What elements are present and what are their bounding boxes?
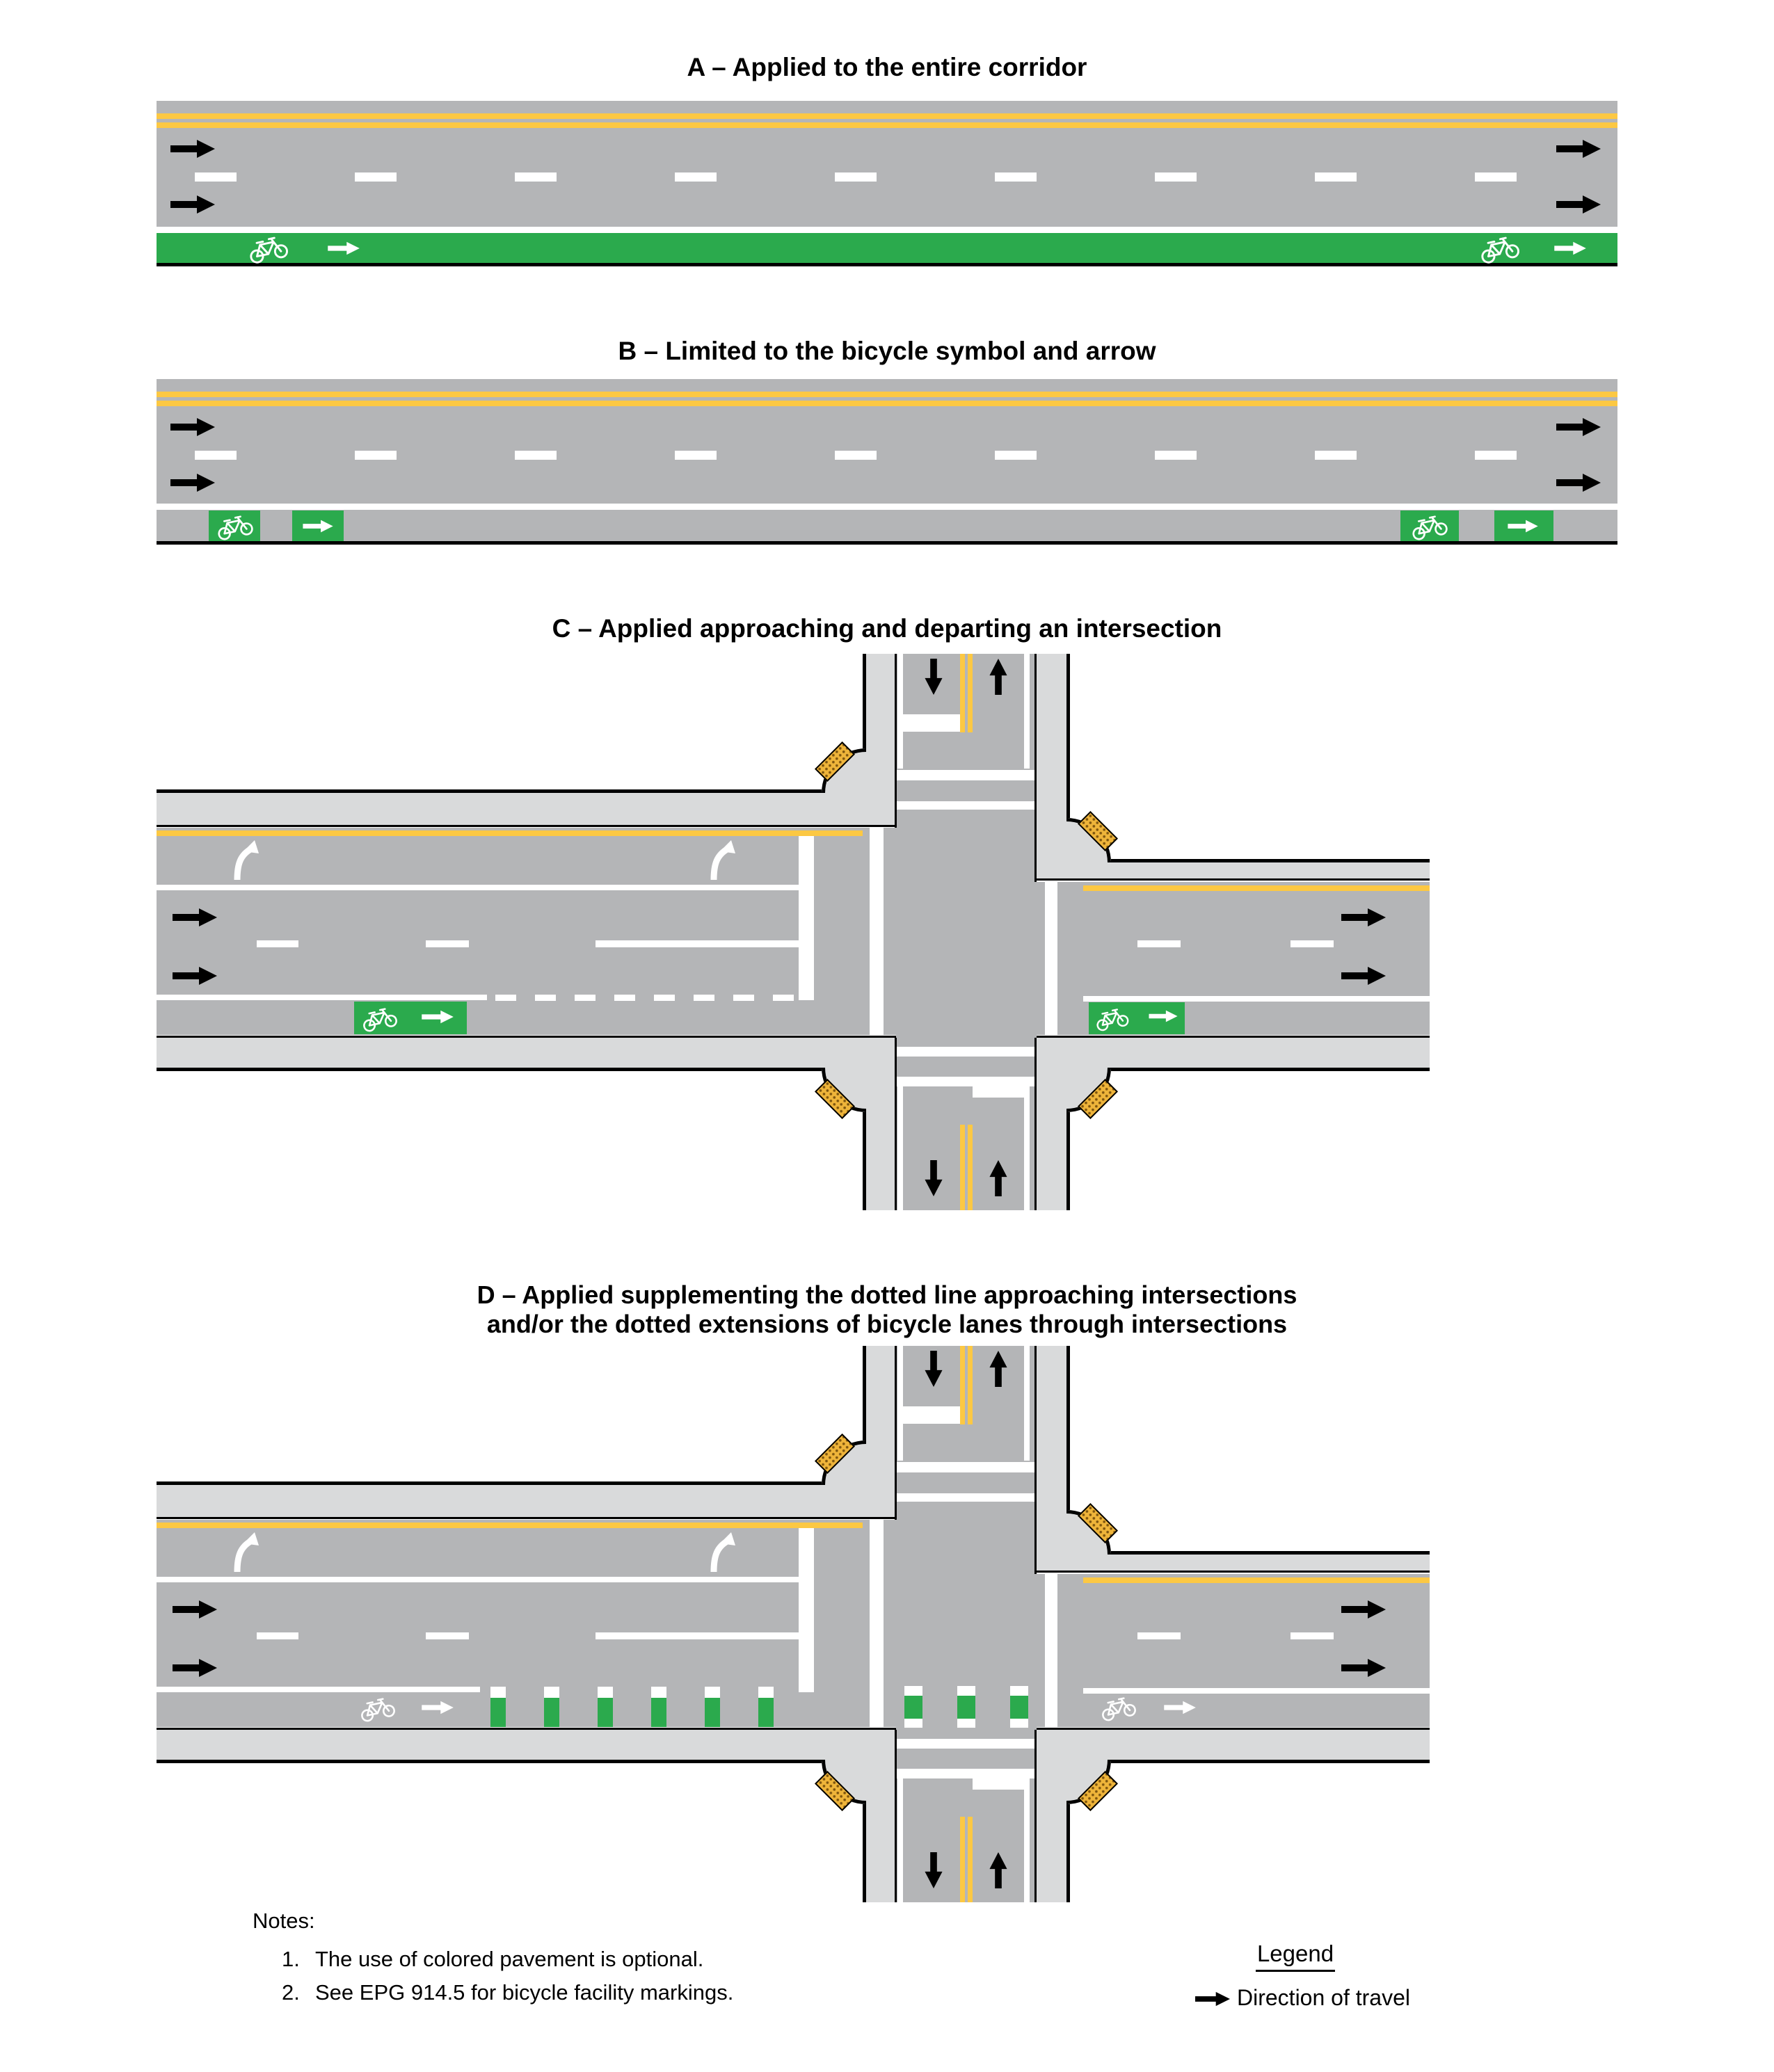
note-item-1 <box>282 1947 703 1972</box>
lane-arrow-icon <box>1341 908 1386 927</box>
sidewalk <box>157 1038 896 1068</box>
bike-lane-dotted-dash <box>598 1687 613 1698</box>
bike-lane-dotted-dash <box>904 1686 922 1696</box>
edge-line <box>897 1346 903 1461</box>
sidewalk <box>1037 1346 1066 1573</box>
curb-line <box>1034 1730 1037 1902</box>
curb-line <box>1034 654 1037 882</box>
legend-direction-label: Direction of travel <box>1237 1985 1410 2010</box>
lane-line-dash <box>195 451 237 460</box>
lane-arrow-down-icon <box>925 1351 943 1387</box>
stop-bar <box>903 1406 960 1424</box>
curb-line <box>157 1517 896 1519</box>
panel-c-title: C – Applied approaching and departing an intersection <box>552 614 1222 643</box>
lane-line-dash <box>995 172 1037 182</box>
bike-lane-dotted-dash <box>490 1687 506 1698</box>
curb-line <box>157 789 822 793</box>
curb-line <box>863 1804 866 1902</box>
bike-lane-dotted-dash <box>705 1687 720 1698</box>
bike-lane-dotted-dash <box>651 1687 666 1698</box>
main-street-pavement <box>157 1520 897 1727</box>
lane-arrow-icon <box>173 1600 217 1619</box>
lane-arrow-icon <box>1556 473 1601 492</box>
bike-lane-arrow-icon <box>1162 1701 1198 1714</box>
center-line <box>968 1817 973 1902</box>
bike-lane-line <box>157 1687 480 1692</box>
sidewalk <box>1037 1730 1066 1902</box>
lane-line-dash <box>1290 940 1334 947</box>
center-line <box>157 392 1617 397</box>
curb-line <box>895 1038 897 1210</box>
lane-line-dash <box>195 172 237 182</box>
bike-lane-arrow-icon <box>298 520 338 533</box>
crosswalk-line <box>896 770 1037 780</box>
curb-line <box>895 1346 897 1520</box>
road-edge <box>157 541 1617 545</box>
lane-line-dash <box>1155 451 1197 460</box>
lane-arrow-icon <box>1556 139 1601 159</box>
curb-line <box>157 1481 822 1485</box>
main-street-pavement <box>1037 1574 1430 1727</box>
lane-line-dash <box>1290 1632 1334 1639</box>
bike-lane-dotted-dash <box>495 995 516 1001</box>
lane-arrow-up-icon <box>989 1351 1007 1387</box>
center-line <box>960 1346 965 1424</box>
green-dash <box>651 1698 666 1727</box>
bike-lane-arrow-icon <box>1146 1010 1180 1022</box>
note-2-text: See EPG 914.5 for bicycle facility markings. <box>315 1980 734 2005</box>
curb-line <box>1066 654 1070 818</box>
bike-lane-dotted-dash <box>694 995 714 1001</box>
lane-line-dash <box>675 451 717 460</box>
sidewalk <box>1037 1038 1066 1210</box>
bike-lane-dotted-dash <box>904 1719 922 1728</box>
lane-arrow-icon <box>170 195 215 214</box>
bike-lane-line <box>1083 996 1430 1002</box>
center-line <box>157 113 1617 119</box>
lane-arrow-icon <box>1341 1658 1386 1678</box>
bike-lane-green <box>157 233 1617 263</box>
lane-line-dash <box>515 172 557 182</box>
lane-arrow-icon <box>1341 1600 1386 1619</box>
turn-arrow-icon <box>230 840 263 880</box>
panel-d-title <box>0 1280 1774 1339</box>
lane-arrow-up-icon <box>989 1160 1007 1196</box>
lane-line-dash <box>675 172 717 182</box>
lane-line-dash <box>835 451 877 460</box>
curb-line <box>1111 859 1430 862</box>
lane-line <box>596 940 800 947</box>
lane-arrow-icon <box>173 1658 217 1678</box>
bike-lane-dotted-dash <box>773 995 794 1001</box>
bike-lane-arrow-icon <box>1503 520 1543 533</box>
stop-bar <box>903 714 960 732</box>
stop-bar <box>799 1528 814 1692</box>
center-line <box>1083 1577 1430 1583</box>
curb-line <box>1066 1112 1070 1210</box>
lane-line-dash <box>835 172 877 182</box>
lane-line-dash <box>1137 1632 1181 1639</box>
center-line <box>960 1817 965 1902</box>
curb-line <box>1034 1346 1037 1574</box>
curb-line <box>1066 1804 1070 1902</box>
bike-lane-dotted-dash <box>535 995 556 1001</box>
bike-lane-arrow-icon <box>419 1010 456 1024</box>
lane-arrow-down-icon <box>925 1160 943 1196</box>
green-dash <box>957 1696 975 1719</box>
notes-heading: Notes: <box>253 1909 315 1933</box>
center-line <box>157 401 1617 406</box>
curb-line <box>1034 1038 1037 1210</box>
edge-line <box>897 1086 903 1210</box>
curb-line <box>863 1346 866 1440</box>
lane-arrow-icon <box>170 139 215 159</box>
lane-line <box>157 885 800 890</box>
curb-line <box>157 1760 822 1763</box>
crosswalk-line <box>870 1520 884 1727</box>
bike-lane-dotted-dash <box>575 995 596 1001</box>
crosswalk-line <box>896 1077 1037 1086</box>
curb-line <box>1066 1346 1070 1510</box>
bike-lane-dotted-dash <box>957 1719 975 1728</box>
bike-lane-line <box>157 227 1617 233</box>
lane-arrow-up-icon <box>989 659 1007 695</box>
lane-line <box>157 1577 800 1582</box>
sidewalk <box>157 1485 896 1518</box>
curb-line <box>895 654 897 828</box>
center-line <box>960 654 965 732</box>
lane-arrow-up-icon <box>989 1852 1007 1888</box>
crosswalk-line <box>1045 1574 1057 1727</box>
sidewalk <box>1037 1038 1430 1068</box>
lane-line-dash <box>515 451 557 460</box>
sidewalk <box>866 654 896 826</box>
lane-line-dash <box>355 172 397 182</box>
curb-line <box>1037 1728 1430 1730</box>
bike-lane-dotted-dash <box>1010 1719 1028 1728</box>
cross-street-pavement <box>896 654 1037 1210</box>
curb-line <box>1111 1068 1430 1071</box>
curb-line <box>863 654 866 748</box>
edge-line <box>897 654 903 769</box>
curb-line <box>1111 1760 1430 1763</box>
crosswalk-line <box>896 801 1037 810</box>
stop-bar <box>799 836 814 1000</box>
crosswalk-line <box>870 828 884 1035</box>
lane-arrow-down-icon <box>925 659 943 695</box>
bike-lane-dotted-dash <box>758 1687 774 1698</box>
green-dash <box>904 1696 922 1719</box>
sidewalk <box>866 1346 896 1518</box>
panel-a-title: A – Applied to the entire corridor <box>687 53 1087 81</box>
edge-line <box>1024 654 1030 769</box>
green-dash <box>598 1698 613 1727</box>
road-edge <box>157 263 1617 266</box>
center-line <box>968 1346 973 1424</box>
lane-arrow-icon <box>1556 417 1601 437</box>
bike-lane-dotted-dash <box>544 1687 559 1698</box>
lane-line <box>596 1632 800 1639</box>
turn-arrow-icon <box>706 840 740 880</box>
bike-lane-dotted-dash <box>1010 1686 1028 1696</box>
edge-line <box>1024 1086 1030 1210</box>
sidewalk <box>157 1730 896 1760</box>
edge-line <box>1024 1778 1030 1902</box>
curb-line <box>1037 878 1430 881</box>
curb-line <box>863 1112 866 1210</box>
lane-arrow-icon <box>1341 966 1386 986</box>
center-line <box>157 1523 863 1528</box>
turn-arrow-icon <box>230 1532 263 1572</box>
panel-b-title: B – Limited to the bicycle symbol and arrow <box>618 337 1156 365</box>
center-line <box>968 654 973 732</box>
lane-line-dash <box>1315 451 1357 460</box>
center-line <box>157 830 863 836</box>
crosswalk-line <box>896 1047 1037 1057</box>
center-line <box>968 1125 973 1210</box>
edge-line <box>1024 1346 1030 1461</box>
crosswalk-line <box>896 1769 1037 1778</box>
direction-of-travel-arrow-icon <box>1195 1991 1230 2007</box>
bike-lane-dotted-dash <box>614 995 635 1001</box>
lane-line-dash <box>257 940 298 947</box>
bike-lane-arrow-icon <box>323 241 364 255</box>
panel-d-title-line2: and/or the dotted extensions of bicycle lanes through intersections <box>486 1309 1288 1338</box>
green-dash <box>544 1698 559 1727</box>
cross-street-pavement <box>896 1346 1037 1902</box>
crosswalk-line <box>896 1462 1037 1472</box>
curb-line <box>157 1068 822 1071</box>
curb-line <box>157 1036 896 1038</box>
bike-lane-arrow-icon <box>419 1701 456 1714</box>
sidewalk <box>1037 1730 1430 1760</box>
lane-arrow-icon <box>1556 195 1601 214</box>
center-line <box>960 1125 965 1210</box>
lane-arrow-icon <box>173 966 217 986</box>
lane-line-dash <box>995 451 1037 460</box>
bike-lane-arrow-icon <box>1550 241 1590 255</box>
lane-arrow-icon <box>170 417 215 437</box>
crosswalk-line <box>1045 882 1057 1035</box>
lane-line-dash <box>426 940 469 947</box>
crosswalk-line <box>896 1739 1037 1749</box>
lane-line-dash <box>1137 940 1181 947</box>
note-2-number: 2. <box>282 1980 300 2005</box>
curb-line <box>157 825 896 827</box>
curb-line <box>157 1728 896 1730</box>
bike-lane-dotted-dash <box>654 995 675 1001</box>
main-street-pavement <box>157 828 897 1035</box>
panel-d-title-line1: D – Applied supplementing the dotted line approaching intersections <box>477 1280 1297 1309</box>
edge-line <box>897 1778 903 1902</box>
lane-line-dash <box>1155 172 1197 182</box>
lane-arrow-down-icon <box>925 1852 943 1888</box>
note-item-2 <box>282 1980 733 2005</box>
lane-line-dash <box>355 451 397 460</box>
center-line <box>157 122 1617 128</box>
curb-line <box>1111 1551 1430 1555</box>
green-dash <box>705 1698 720 1727</box>
green-dash <box>1010 1696 1028 1719</box>
lane-line-dash <box>426 1632 469 1639</box>
bike-lane-dotted-dash <box>957 1686 975 1696</box>
center-line <box>1083 885 1430 891</box>
legend-heading: Legend <box>1240 1941 1351 1967</box>
sidewalk <box>157 793 896 826</box>
green-dash <box>758 1698 774 1727</box>
lane-arrow-icon <box>173 908 217 927</box>
turn-arrow-icon <box>706 1532 740 1572</box>
stop-bar <box>973 1086 1030 1098</box>
stop-bar <box>973 1778 1030 1790</box>
sidewalk <box>866 1038 896 1210</box>
crosswalk-line <box>896 1493 1037 1502</box>
lane-line-dash <box>1475 172 1517 182</box>
note-1-number: 1. <box>282 1947 300 1971</box>
curb-line <box>1037 1571 1430 1573</box>
sidewalk <box>1037 654 1066 881</box>
bike-lane-line <box>157 995 487 1000</box>
lane-line-dash <box>257 1632 298 1639</box>
lane-line-dash <box>1475 451 1517 460</box>
curb-line <box>1037 1036 1430 1038</box>
lane-arrow-icon <box>170 473 215 492</box>
note-1-text: The use of colored pavement is optional. <box>315 1947 704 1971</box>
green-dash <box>490 1698 506 1727</box>
lane-line-dash <box>1315 172 1357 182</box>
bike-lane-dotted-dash <box>733 995 754 1001</box>
bike-lane-line <box>157 504 1617 510</box>
curb-line <box>895 1730 897 1902</box>
sidewalk <box>866 1730 896 1902</box>
